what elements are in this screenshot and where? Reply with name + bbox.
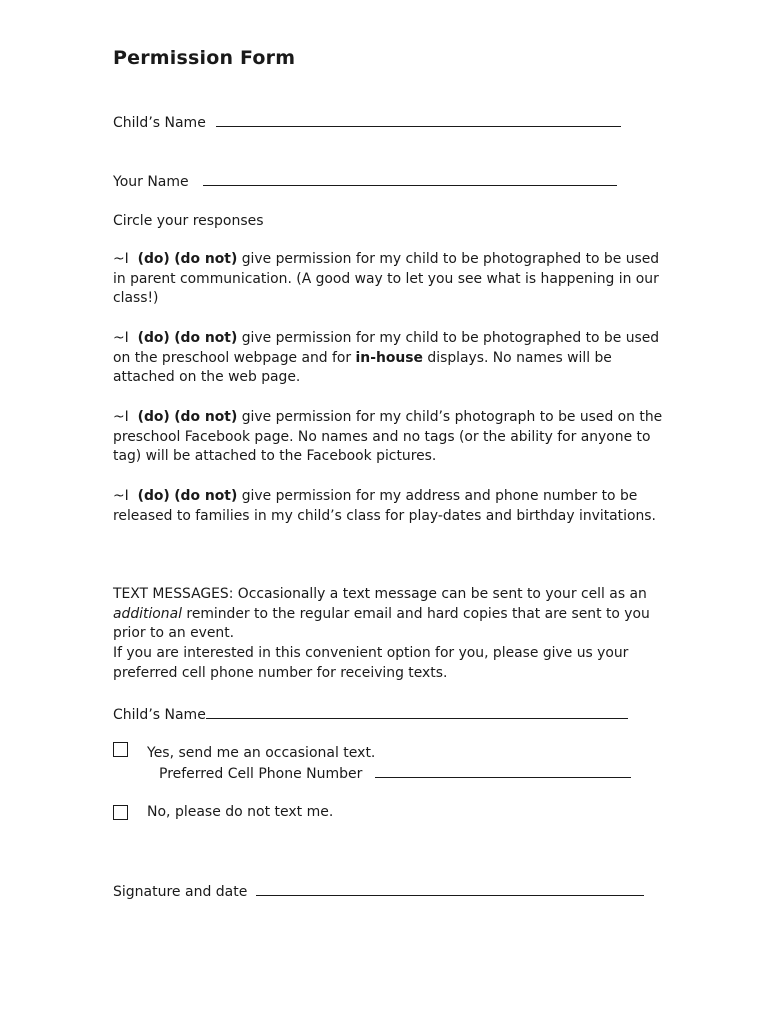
- permission-text: give permission for my address and phone number to be released to families in my child’s class for play-dates and birthday invitations.: [113, 488, 656, 524]
- option-do[interactable]: (do): [137, 409, 170, 425]
- options-prefix: ~I: [113, 488, 129, 504]
- childs-name-label-2: Child’s Name: [113, 707, 206, 723]
- childs-name-label: Child’s Name: [113, 115, 206, 131]
- options-prefix: ~I: [113, 251, 129, 267]
- circle-instruction: Circle your responses: [113, 213, 264, 229]
- permission-text: give permission for my child to be photographed to be used in parent communication. (A good way to let you see what is happening in our class!): [113, 251, 660, 307]
- option-do-not[interactable]: (do not): [174, 251, 238, 267]
- permission-paragraph-4: [113, 487, 665, 526]
- option-do[interactable]: (do): [137, 330, 170, 346]
- your-name-label: Your Name: [113, 174, 189, 190]
- text-messages-line2: If you are interested in this convenient option for you, please give us your preferred cell phone number for receiving texts.: [113, 645, 629, 681]
- yes-text-checkbox[interactable]: [113, 742, 128, 757]
- options-prefix: ~I: [113, 409, 129, 425]
- signature-label: Signature and date: [113, 884, 248, 900]
- no-text-checkbox[interactable]: [113, 805, 128, 820]
- permission-text-after: displays. No names will be attached on the web page.: [113, 349, 612, 386]
- options-prefix: ~I: [113, 330, 129, 346]
- permission-text: give permission for my child’s photograph to be used on the preschool Facebook page. No names and no tags (or the ability for anyone to tag) will be attached to the Facebook pictures.: [113, 409, 663, 465]
- option-do-not[interactable]: (do not): [174, 330, 238, 346]
- text-messages-italic: additional: [113, 605, 182, 622]
- your-name-row: [113, 171, 617, 192]
- childs-name-row: [113, 112, 621, 133]
- permission-paragraph-2: [113, 329, 665, 388]
- signature-field[interactable]: [256, 881, 644, 896]
- permission-paragraph-3: [113, 408, 665, 467]
- yes-option-label: Yes, send me an occasional text.: [147, 745, 376, 761]
- text-messages-rest: reminder to the regular email and hard copies that are sent to you prior to an event.: [113, 605, 650, 642]
- text-messages-lead: TEXT MESSAGES: Occasionally a text message can be sent to your cell as an: [113, 586, 647, 602]
- option-do[interactable]: (do): [137, 251, 170, 267]
- childs-name-row-2: [113, 704, 628, 725]
- option-do-not[interactable]: (do not): [174, 488, 238, 504]
- preferred-phone-row: [159, 763, 631, 784]
- your-name-field[interactable]: [203, 171, 617, 186]
- childs-name-field[interactable]: [216, 112, 621, 127]
- permission-text-bold: in-house: [355, 349, 423, 366]
- preferred-phone-label: Preferred Cell Phone Number: [159, 766, 363, 782]
- option-do-not[interactable]: (do not): [174, 409, 238, 425]
- option-do[interactable]: (do): [137, 488, 170, 504]
- preferred-phone-field[interactable]: [375, 763, 631, 778]
- no-option-label: No, please do not text me.: [147, 804, 334, 820]
- text-messages-paragraph: [113, 585, 665, 684]
- signature-row: [113, 881, 644, 902]
- permission-text-before: give permission for my child to be photographed to be used on the preschool webpage and for: [113, 330, 660, 366]
- page-title: Permission Form: [113, 47, 296, 69]
- childs-name-field-2[interactable]: [206, 704, 628, 719]
- permission-paragraph-1: [113, 250, 665, 309]
